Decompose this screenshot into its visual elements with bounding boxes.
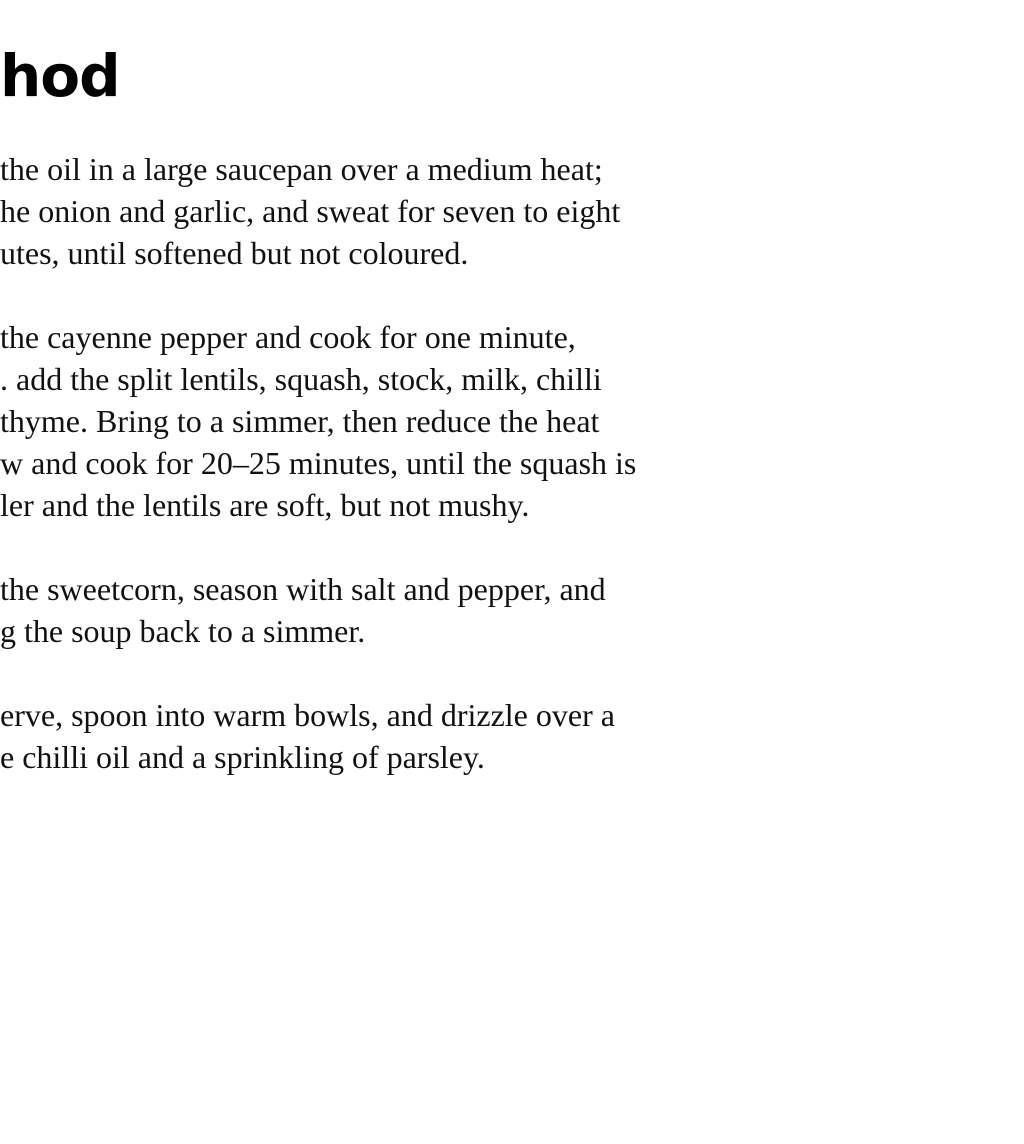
step-4-line-2: e chilli oil and a sprinkling of parsley. [0,739,485,775]
step-2-line-4: w and cook for 20–25 minutes, until the squash is [0,445,637,481]
method-heading: hod [0,42,120,110]
step-1-line-2: he onion and garlic, and sweat for seven to eight [0,193,621,229]
step-3-line-1: the sweetcorn, season with salt and pepper, and [0,571,606,607]
step-3-line-2: g the soup back to a simmer. [0,613,366,649]
step-2-line-5: ler and the lentils are soft, but not mushy. [0,487,530,523]
step-2-line-2: . add the split lentils, squash, stock, milk, chilli [0,361,602,397]
step-2-line-3: thyme. Bring to a simmer, then reduce the heat [0,403,600,439]
step-2-line-1: the cayenne pepper and cook for one minute, [0,319,576,355]
step-1-line-3: utes, until softened but not coloured. [0,235,469,271]
step-1-line-1: the oil in a large saucepan over a medium heat; [0,151,603,187]
step-4-line-1: erve, spoon into warm bowls, and drizzle over a [0,697,615,733]
